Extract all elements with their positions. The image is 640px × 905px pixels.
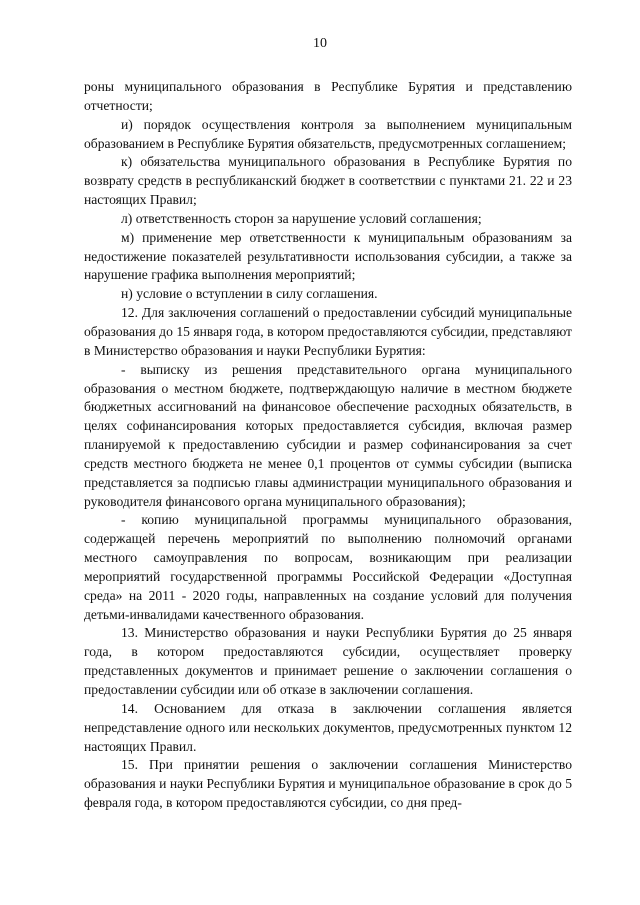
paragraph-clause-12: 12. Для заключения соглашений о предоставлении субсидий муниципальные образования до 15 января года, в котором предоставляются субсидии, представляют в Министерство образования и науки Республики Бурятия:: [84, 305, 572, 358]
paragraph-item-k: к) обязательства муниципального образования в Республике Бурятия по возврату средств в республиканский бюджет в соответствии с пунктами 21. 22 и 23 настоящих Правил;: [84, 154, 572, 208]
paragraph-item-i: и) порядок осуществления контроля за выполнением муниципальным образованием в Республике Бурятия обязательств, предусмотренных соглашением;: [84, 116, 572, 151]
paragraph-clause-15: 15. При принятии решения о заключении соглашения Министерство образования и науки Республики Бурятия и муниципальное образование в срок до 5 февраля года, в котором предоставляются субсидии, со дня пред-: [84, 757, 572, 811]
document-body: [84, 78, 572, 813]
paragraph-item-m: м) применение мер ответственности к муниципальным образованиям за недостижение показателей результативности использования субсидии, а также за нарушение графика выполнения мероприятий;: [84, 229, 572, 283]
paragraph-continuation: роны муниципального образования в Республике Бурятия и представлению отчетности;: [84, 79, 572, 113]
page-number: 10: [313, 36, 327, 51]
paragraph-item-n: н) условие о вступлении в силу соглашения.: [121, 286, 378, 302]
paragraph-clause-14: 14. Основанием для отказа в заключении соглашения является непредставление одного или нескольких документов, предусмотренных пунктом 12 настоящих Правил.: [84, 700, 572, 754]
paragraph-bullet-program: - копию муниципальной программы муниципального образования, содержащей перечень мероприятий по выполнению полномочий органами местного самоуправления по вопросам, возникающим при реализации мероприятий государственной программы Российской Федерации «Доступная среда» на 2011 - 2020 годы, направленных на создание условий для получения детьми-инвалидами качественного образования.: [84, 512, 572, 622]
paragraph-clause-13: 13. Министерство образования и науки Республики Бурятия до 25 января года, в котором предоставляются субсидии, осуществляет проверку представленных документов и принимает решение о заключении соглашения о предоставлении субсидии или об отказе в заключении соглашения.: [84, 625, 572, 697]
paragraph-item-l: л) ответственность сторон за нарушение условий соглашения;: [121, 210, 482, 226]
paragraph-bullet-extract: - выписку из решения представительного органа муниципального образования о местном бюджете, подтверждающую наличие в местном бюджете бюджетных ассигнований на финансовое обеспечение расходных обязательств, в целях софинансирования которых предоставляется субсидия, включая размер планируемой к предоставлению субсидии и размер софинансирования за счет средств местного бюджета не менее 0,1 процентов от суммы субсидии (выписка представляется за подписью главы администрации муниципального образования и руководителя финансового органа муниципального образования);: [84, 361, 572, 509]
